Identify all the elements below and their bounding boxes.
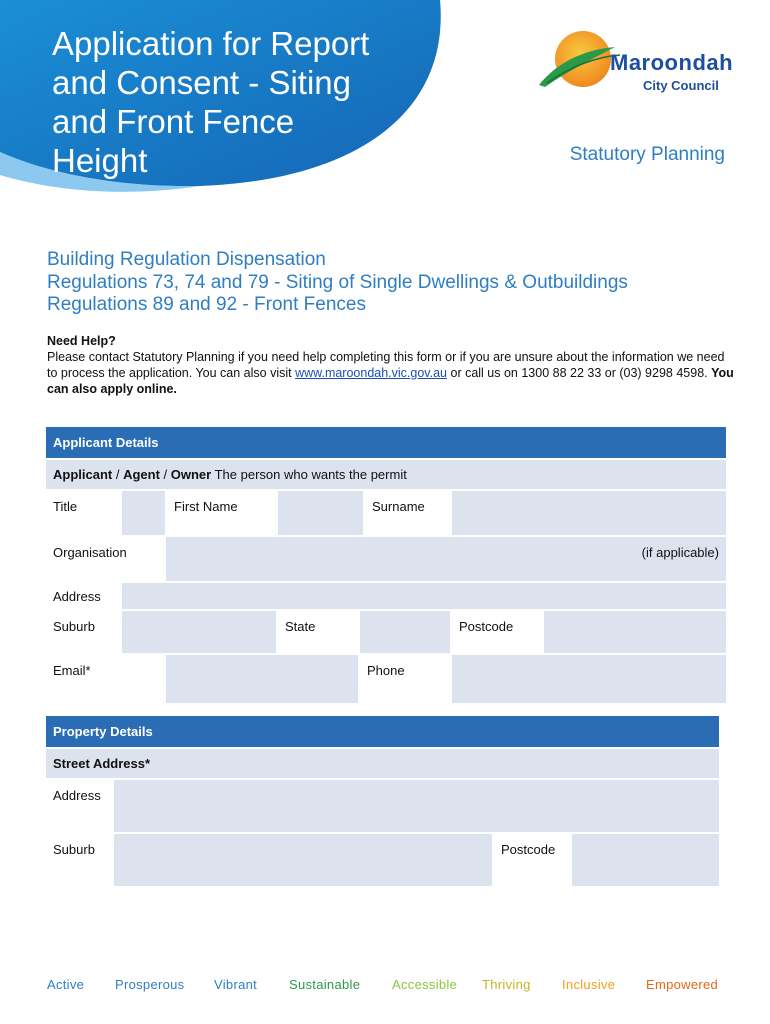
property-postcode-field[interactable] (570, 834, 719, 886)
help-text: Please contact Statutory Planning if you need help completing this form or if you are unsure about the information we need to process the application. You can also visit www.maroondah.vic.gov.au or call us on 1300 88 22 33 or (03) 9298 4598. You can also apply online. (47, 350, 734, 396)
footer-value: Prosperous (115, 977, 185, 992)
website-link[interactable]: www.maroondah.vic.gov.au (295, 366, 448, 380)
logo-wordmark: Maroondah (610, 50, 734, 75)
address-label: Address (46, 583, 120, 609)
subtitle-line: Building Regulation Dispensation (47, 249, 326, 270)
email-label: Email* (46, 655, 164, 703)
postcode-label: Postcode (450, 611, 542, 653)
phone-label: Phone (358, 655, 450, 703)
property-details-section (46, 716, 719, 886)
street-address-row: Street Address* (46, 747, 719, 778)
address-field[interactable] (120, 583, 726, 609)
property-postcode-label: Postcode (492, 834, 570, 886)
footer-value: Accessible (392, 977, 458, 992)
phone-field[interactable] (450, 655, 726, 703)
suburb-row (46, 609, 726, 653)
department-label: Statutory Planning (569, 144, 725, 165)
suburb-field[interactable] (120, 611, 276, 653)
postcode-field[interactable] (542, 611, 726, 653)
applicant-details-header: Applicant Details (46, 427, 726, 458)
surname-field[interactable] (450, 491, 726, 535)
first-name-label: First Name (165, 491, 276, 535)
property-address-label: Address (46, 780, 112, 832)
organisation-row (46, 535, 726, 581)
surname-label: Surname (363, 491, 450, 535)
applicant-details-section (46, 427, 726, 703)
applicant-type-row: Applicant / Agent / Owner The person who wants the permit (46, 458, 726, 489)
name-row (46, 489, 726, 535)
first-name-field[interactable] (276, 491, 363, 535)
subtitle-line: Regulations 73, 74 and 79 - Siting of Single Dwellings & Outbuildings (47, 271, 628, 293)
subtitle-line: Regulations 89 and 92 - Front Fences (47, 294, 366, 315)
property-suburb-label: Suburb (46, 834, 112, 886)
regulation-subtitle (47, 249, 628, 317)
property-details-header: Property Details (46, 716, 719, 747)
title-field[interactable] (120, 491, 165, 535)
footer-value: Vibrant (214, 977, 258, 992)
footer-value: Active (47, 977, 85, 992)
property-suburb-field[interactable] (112, 834, 492, 886)
title-label: Title (46, 491, 120, 535)
page-title: Application for Report and Consent - Siting and Front Fence Height (52, 25, 370, 179)
logo-subtitle: City Council (643, 78, 719, 93)
address-row (46, 581, 726, 609)
contact-row (46, 653, 726, 703)
footer-value: Sustainable (289, 977, 361, 992)
suburb-label: Suburb (46, 611, 120, 653)
state-field[interactable] (358, 611, 450, 653)
property-suburb-row (46, 832, 719, 886)
help-heading: Need Help? (47, 334, 116, 348)
footer-value: Thriving (482, 977, 531, 992)
help-section (47, 333, 737, 397)
email-field[interactable] (164, 655, 358, 703)
organisation-field[interactable] (164, 537, 726, 581)
state-label: State (276, 611, 358, 653)
footer-value: Inclusive (562, 977, 616, 992)
property-address-row (46, 778, 719, 832)
property-address-field[interactable] (112, 780, 719, 832)
if-applicable-note: (if applicable) (641, 545, 719, 560)
organisation-label: Organisation (46, 537, 164, 581)
footer-value: Empowered (646, 977, 719, 992)
